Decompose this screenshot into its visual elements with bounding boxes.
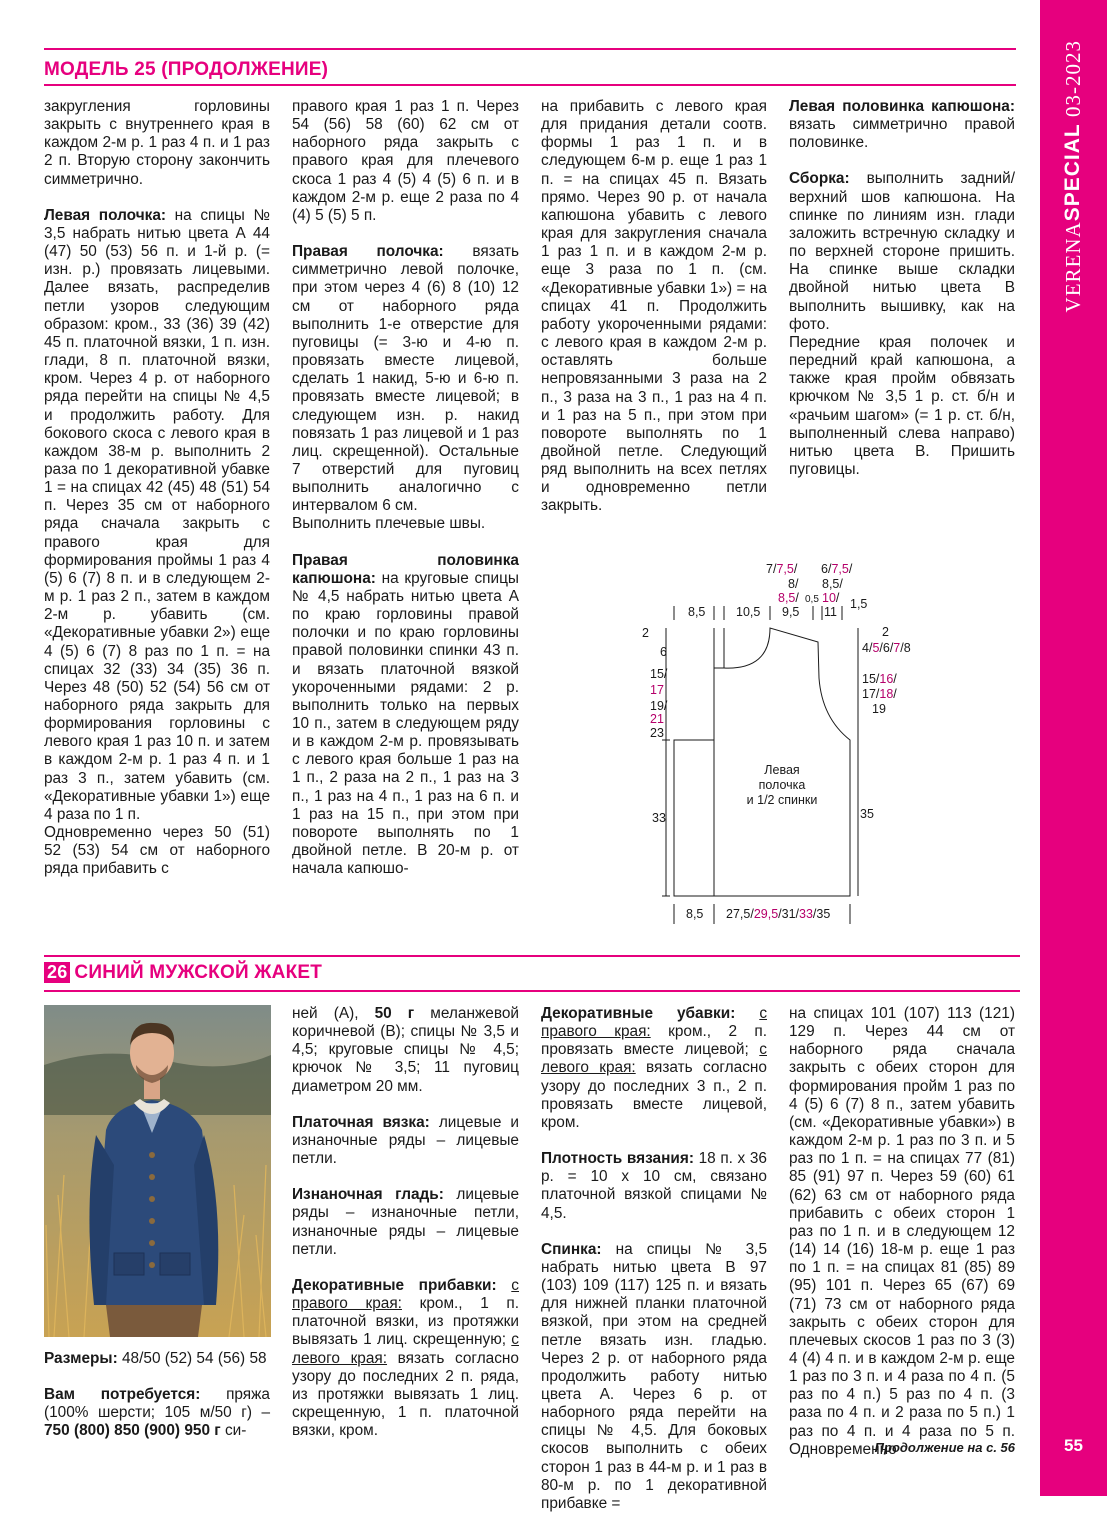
paragraph-left-front — [44, 207, 270, 824]
underlined-right-edge: с правого края: — [292, 1276, 519, 1313]
magazine-brand — [1052, 40, 1094, 340]
paragraph: правого края 1 раз 1 п. Через 54 (56) 58 (60) 62 см от наборного ряда закрыть с правого края для плечевого скоса 1 раз 4 (5) 4 (5) 6 п. и в каждом 2-м р. еще 2 раза по 4 (4) 5 (5) 5 п. — [292, 98, 519, 224]
paragraph: на спицах 101 (107) 113 (121) 129 п. Через 44 см от наборного ряда сначала закрыть с обеих сторон для формирования пройм 1 раз по 4 (5) 6 (7) 8 п., затем убавить (см. «Декоративные убавки») в каждом 2-м р. 1 раз по 3 п. и 5 раз по 1 п. = на спицах 77 (81) 85 (91) 97 п. Через 59 (60) 61 (62) 63 см от наборного ряда прибавить с обеих сторон 1 раз по 1 п. и в следующем 12 (14) 14 (16) 18-м р. еще 1 раз по 1 п. = на спицах 81 (85) 89 (95) 101 п. Через 65 (67) 69 (71) 73 см от наборного ряда закрыть с обеих сторон для плечевых скосов 1 раз по 3 (3) 4 (4) 4 п. и в каждом 2-м р. еще 1 раз по 3 п. и 4 раза по 4 п. (5 раз по 4 п.) 5 раз по 4 п. (3 раза по 4 п. и 2 раза по 5 п.) 1 раз по 4 п. и 4 раза по 5 п. Одновременно — [789, 1005, 1015, 1458]
model25-column-1 — [44, 98, 270, 879]
dim-right-2: 2 — [882, 625, 889, 639]
schematic-outline — [662, 606, 858, 924]
dim-top-e: 6/7,5/ — [821, 562, 853, 576]
piece-label-3: и 1/2 спинки — [746, 793, 818, 807]
brand-name-bold: SPECIAL — [1060, 123, 1084, 222]
heading-garter: Платочная вязка: — [292, 1113, 430, 1131]
text: кром., 1 п. платочной вязки, из протяжки вывязать 1 лиц. скрещенную; — [292, 1295, 520, 1349]
paragraph-increases — [292, 1277, 519, 1440]
heading-reverse-stockinette: Изнаночная гладь: — [292, 1186, 444, 1204]
section2-top-rule — [44, 955, 1020, 957]
paragraph-back — [541, 1241, 767, 1513]
dim-right-17: 17/18/ — [862, 687, 897, 701]
underlined-left-edge: с левого края: — [292, 1331, 519, 1367]
model26-column-3 — [541, 1005, 767, 1513]
piece-label-2: полочка — [758, 778, 806, 792]
dim-width-3: 9,5 — [782, 605, 800, 619]
dim-top-a: 7/7,5/ — [766, 562, 798, 576]
dim-top-g: 10/ — [822, 591, 840, 605]
heading-left-hood: Левая половинка капюшона: — [789, 98, 1015, 115]
paragraph: закругления горловины закрыть с внутреннего края в каждом 2-м р. 1 раз 4 п. и 1 раз 2 п. Вторую сторону закончить симметрично. — [44, 98, 270, 188]
section-title-rule — [44, 84, 1016, 86]
paragraph-reverse-stockinette — [292, 1186, 519, 1259]
dim-bottom-2: 27,5/29,5/31/33/35 — [726, 907, 831, 921]
heading-gauge: Плотность вязания: — [541, 1150, 694, 1168]
text: меланжевой коричневой (В); спицы № 3,5 и 4,5; круговые спицы № 4,5; крючок № 3,5; 11 пуговиц диаметром 20 мм. — [292, 1005, 519, 1095]
paragraph-right-hood — [292, 552, 519, 879]
section-title: МОДЕЛЬ 25 (ПРОДОЛЖЕНИЕ) — [44, 59, 329, 80]
dim-left-21: 21 — [650, 712, 664, 726]
paragraph-gauge — [541, 1150, 767, 1223]
dim-top-d: 0,5 — [805, 594, 819, 605]
text: на спицы № 3,5 набрать нитью цвета В 97 (103) 109 (117) 125 п. и вязать для нижней планки платочной вязкой, при этом на средней петле вязать изн. гладью. Через 2 р. от наборного ряда продолжить работу нитью цвета А. Через 6 р. от наборного ряда перейти на спицы № 4,5. Для боковых скосов выполнить с обеих сторон 1 раз в 44-м р. и 1 раз в 80-м р. по 1 декоративной прибавке = — [541, 1240, 768, 1512]
dim-right-19: 19 — [872, 702, 886, 716]
heading-sizes: Размеры: — [44, 1350, 118, 1367]
text: кром., 2 п. провязать вместе лицевой; — [541, 1023, 768, 1059]
dim-width-1: 8,5 — [688, 605, 706, 619]
dim-top-b: 8/ — [788, 577, 799, 591]
dim-top-f: 8,5/ — [822, 577, 843, 591]
yarn-weight: 750 (800) 850 (900) 950 г — [44, 1422, 221, 1440]
model-number-badge: 26 — [44, 962, 70, 983]
pattern-schematic — [636, 552, 936, 942]
dim-width-2: 10,5 — [736, 605, 761, 619]
underlined-left-edge: с левого края: — [541, 1041, 767, 1077]
dim-bottom-1: 8,5 — [686, 907, 704, 921]
paragraph-left-hood — [789, 98, 1015, 152]
heading-assembly: Сборка: — [789, 170, 850, 188]
top-rule — [44, 48, 1016, 50]
model25-column-2 — [292, 98, 519, 878]
text: си- — [224, 1422, 247, 1440]
dim-left-33: 33 — [652, 811, 666, 825]
paragraph-materials — [44, 1386, 270, 1440]
issue-number: 03-2023 — [1060, 40, 1085, 117]
heading-right-hood: Правая половинка капюшона: — [292, 551, 519, 587]
paragraph-right-front — [292, 243, 519, 515]
underlined-right-edge: с правого края: — [541, 1005, 768, 1041]
section2-title-rule — [44, 990, 1020, 992]
paragraph-materials-cont — [292, 1005, 519, 1096]
heading-decreases: Декоративные убавки: — [541, 1005, 736, 1022]
dim-right-35: 35 — [860, 807, 874, 821]
text: на спицы № 3,5 набрать нитью цвета А 44 (47) 50 (53) 56 п. и 1-й р. (= изн. р.) провязать лицевыми. Далее вязать, распределив петли узоров следующим образом: кром., 33 (36) 39 (42) 45 п. платочной вязки, 1 п. изн. глади, 8 п. платочной вязки, кром. Через 4 р. от наборного ряда перейти на спицы № 4,5 и продолжить работу. Для бокового скоса с левого края в каждом 38-м р. выполнить 2 раза по 1 декоративной убавке 1 = на спицах 42 (45) 48 (51) 54 п. Через 35 см от наборного ряда сначала закрыть с правого края для формирования проймы 1 раз 4 (5) 6 (7) 8 п. и в следующем 2-м р. 1 раз 2 п., затем в каждом 2-м р. убавить (см. «Декоративные убавки 2») еще 4 (5) 6 (7) 8 раз по 1 п. = на спицах 32 (33) 34 (35) 36 п. Через 48 (50) 52 (54) 56 см от наборного ряда закрыть для формирования горловины с левого края 1 раз 10 п. и затем в каждом 2-м р. 1 раз 4 п. и 1 раз 3 п., затем убавить (см. «Декоративные убавки 1») еще 4 раза по 1 п. — [44, 206, 271, 823]
model-photo-illustration — [44, 1005, 271, 1337]
model26-column-4 — [789, 1005, 1015, 1459]
text: на круговые спицы № 4,5 набрать нитью цвета А по краю горловины правой полочки и по краю горловины правой половинки спинки 43 п. и вязать платочной вязкой укороченными рядами: 2 р. выполнить только на первых 10 п., затем в следующем ряду и в каждом 2-м р. провязывать с левого края больше 1 раз на 1 п., 2 раза на 2 п., 1 раз на 3 п., 1 раз на 4 п., 1 раз на 6 п. и 1 раз на 15 п., при этом при повороте выполнять по 1 двойной петле. В 20-м р. от начала капюшо- — [292, 569, 519, 878]
text: вязать симметрично правой половинке. — [789, 116, 1015, 152]
dim-left-19: 19/ — [650, 699, 668, 713]
text: лицевые и изнаночные ряды – лицевые петли. — [292, 1113, 520, 1168]
paragraph-decreases — [541, 1005, 767, 1132]
text: выполнить задний/верхний шов капюшона. На спинке по линиям изн. глади заложить встречную складку и по верхней стороне пришить. На спинке выше складки двойной нитью цвета В выполнить вышивку, как на фото. — [789, 170, 1016, 333]
heading-left-front: Левая полочка: — [44, 206, 167, 224]
text: лицевые ряды – изнаночные петли, изнаночные ряды – лицевые петли. — [292, 1186, 519, 1258]
paragraph: на прибавить с левого края для придания детали соотв. формы 1 раз 1 п. и в следующем 6-м р. еще 1 раз 1 п. = на спицах 45 п. Вязать прямо. Через 90 р. от начала капюшона убавить с левого края для закругления сначала 1 раз 1 п. и в каждом 2-м р. еще 3 раза по 1 п. (см. «Декоративные убавки 1») = на спицах 41 п. Продолжить работу укороченными рядами: с левого края в каждом 2-м р. оставлять больше непровязанными 3 раза на 2 п., 3 раза на 3 п., 1 раз на 4 п. и 1 раз на 5 п., при этом при повороте выполнять по 1 двойной петле. Следующий ряд выполнить на всех петлях и одновременно петли закрыть. — [541, 98, 767, 515]
paragraph-garter — [292, 1114, 519, 1168]
continued-note: Продолжение на с. 56 — [874, 1440, 1015, 1455]
model-photo — [44, 1005, 271, 1337]
text: 18 п. х 36 р. = 10 х 10 см, связано платочной вязкой спицами № 4,5. — [541, 1150, 767, 1222]
text: вязать согласно узору до последних 3 п., 2 п. провязать вместе лицевой, кром. — [541, 1059, 767, 1131]
text: пряжа (100% шерсти; 105 м/50 г) – — [44, 1386, 270, 1422]
paragraph-assembly — [789, 170, 1015, 333]
dim-left-15: 15/ — [650, 667, 668, 681]
paragraph: Одновременно через 50 (51) 52 (53) 54 см от наборного ряда прибавить с — [44, 824, 270, 878]
heading-right-front: Правая полочка: — [292, 243, 444, 261]
dim-left-2: 2 — [642, 626, 649, 640]
heading-back: Спинка: — [541, 1240, 602, 1258]
model25-column-4 — [789, 98, 1015, 479]
section2-title — [44, 962, 322, 984]
text: вязать согласно узору до последних 2 п. ряда, из протяжки вывязать 1 лиц. скрещенную, 1 п. платочной вязки, кром. — [292, 1349, 519, 1440]
brand-name: VERENA — [1060, 221, 1085, 313]
dim-top-i: 1,5 — [850, 597, 868, 611]
dim-top-c: 8,5/ — [778, 591, 799, 605]
sizes-value: 48/50 (52) 54 (56) 58 — [121, 1350, 267, 1367]
heading-increases: Декоративные прибавки: — [292, 1276, 497, 1294]
dim-left-17: 17 — [650, 683, 664, 697]
model26-column-1 — [44, 1350, 270, 1441]
text: ней (А), — [292, 1005, 359, 1022]
paragraph: Выполнить плечевые швы. — [292, 515, 486, 533]
piece-label-1: Левая — [764, 763, 800, 777]
dim-right-4: 4/5/6/7/8 — [862, 641, 911, 655]
dim-top-h: 11 — [824, 605, 837, 619]
model26-column-2 — [292, 1005, 519, 1440]
model25-column-3 — [541, 98, 767, 516]
dim-left-23: 23 — [650, 726, 664, 740]
dim-left-6: 6 — [660, 645, 667, 659]
section2-title-text: СИНИЙ МУЖСКОЙ ЖАКЕТ — [74, 962, 323, 983]
dim-right-15: 15/16/ — [862, 672, 897, 686]
paragraph: Передние края полочек и передний край капюшона, а также края пройм обвязать крючком № 3,5 1 р. ст. б/н и «рачьим шагом» (= 1 р. ст. б/н, выполненный слева направо) нитью цвета В. Пришить пуговицы. — [789, 333, 1015, 478]
heading-materials: Вам потребуется: — [44, 1386, 201, 1404]
text: вязать симметрично левой полочке, при этом через 4 (6) 8 (10) 12 см от наборного ряда выполнить 1-е отверстие для пуговицы (= 3-ю и 4-ю п. провязать вместе лицевой, сделать 1 накид, 5-ю и 6-ю п. провязать вместе лицевой; в следующем изн. р. накид повязать 1 раз лицевой и 1 раз лиц. скрещенной). Остальные 7 отверстий для пуговиц выполнить аналогично с интервалом 6 см. — [292, 243, 520, 515]
paragraph-sizes — [44, 1350, 270, 1368]
page-number: 55 — [1064, 1436, 1083, 1455]
yarn-weight-b: 50 г — [374, 1005, 415, 1022]
